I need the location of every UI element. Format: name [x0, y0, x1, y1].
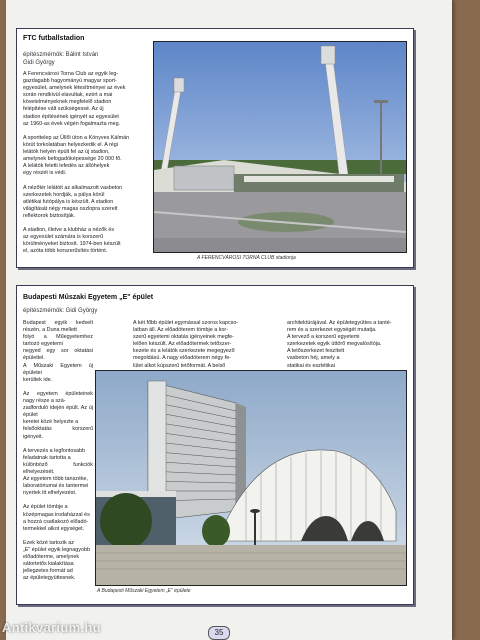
photo-caption: A FERENCVÁROSI TORNA CLUB stadionja: [197, 255, 296, 261]
photo-caption: A Budapesti Műszaki Egyetem „E" épülete: [97, 588, 191, 594]
article-body-left: Budapest egyik kedvelt részén, a Duna mellett folyó a Műegyetemhez tartozó egyetemi negyed egy sor oktatási épülettel. A Műszaki Egyetem új épületei kerültek ide. Az egyetem épületeinek nagy része a szá- zadforduló idején épült. Az új épület keretei közé helyezte a felsőoktatás korszerű igényeit. A tervezés a legfontosabb feladatnak tartotta a különböző funkciók elhelyezését. Az egyetem több tanszéke, laboratóriumai és tantermei nyertek itt elhelyezést. Az épület tömbje a középmagas irodaházzal és a hozzá csatlakozó előadó- termekkel alkot egységet. Ezek közé tartozik az „E" épület egyik legnagyobb előadóterme, amelynek sátortetős kialakítása jellegzetes formát ad az épületegyüttesnek.: [23, 320, 93, 580]
page-number: 35: [208, 626, 230, 640]
stadium-illustration: [154, 42, 406, 252]
article-bme-building: [16, 285, 414, 605]
article-title: Budapesti Műszaki Egyetem „E" épület: [23, 294, 154, 301]
article-ftc-stadium: [16, 28, 414, 268]
university-building-photo: [95, 370, 407, 586]
stadium-photo: [153, 41, 407, 253]
article-body-middle: A két főbb épület egymással szoros kapcso- latban áll. Az előadóterem tömbje a kor- szerű egyetemi oktatás igényeinek megfe- lelően készült. Az előadótermek tetőszer- kezete és a lelátók szerkezete megegyező megoldású. A nagy előadóterem négy fe- lület alkot kúpszerű tetőformát. A belső: [133, 320, 239, 369]
university-building-illustration: [96, 371, 406, 585]
article-author: építészmérnök: Bálint István Gidi György: [23, 52, 99, 66]
article-body: A Ferencvárosi Torna Club az egyik leg- gazdagabb hagyományú magyar sport- egyesület, amelynek létesítményei az évek során rendkívül elavultak, ezért a mai követelményeknek megfelelő stadion felépítése vált szükségessé. Az új stadion építésének igényét az egyesület az 1960-as évek végén fogalmazta meg. A sporttelep az Üllői úton a Könyves Kálmán körút torkolatában helyezkedik el. A régi lelátók helyén épült fel az új stadion, amelynek befogadóképessége 20 000 fő. A lelátók feletti lefedés az állóhelyek egy részét is védi. A nézőtér lelátóit az alkalmazott vasbeton szerkezetek hordják, a pálya körül atlétikai futópálya is készült. A stadion világítását négy magas oszlopra szerelt reflektorok biztosítják. A stadion, illetve a klubház a nézők és az egyesület számára is korszerű körülményeket biztosít. 1974-ben készült el, azóta több korszerűsítés történt.: [23, 71, 130, 255]
article-title: FTC futballstadion: [23, 35, 85, 42]
article-body-right: architektúrájával. Az épületegyüttes a tanté- rem és a szerkezet egységét mutatja. A tervező a korszerű egyetemi szerkezetek egyik úttörő megvalósítója. A tetőszerkezet feszített vasbeton héj, amely a statikai és esztétikai: [287, 320, 392, 369]
article-author: építészmérnök: Gidi György: [23, 308, 98, 314]
magazine-page: [6, 0, 452, 640]
watermark-text: Antikvarium.hu: [2, 620, 101, 635]
